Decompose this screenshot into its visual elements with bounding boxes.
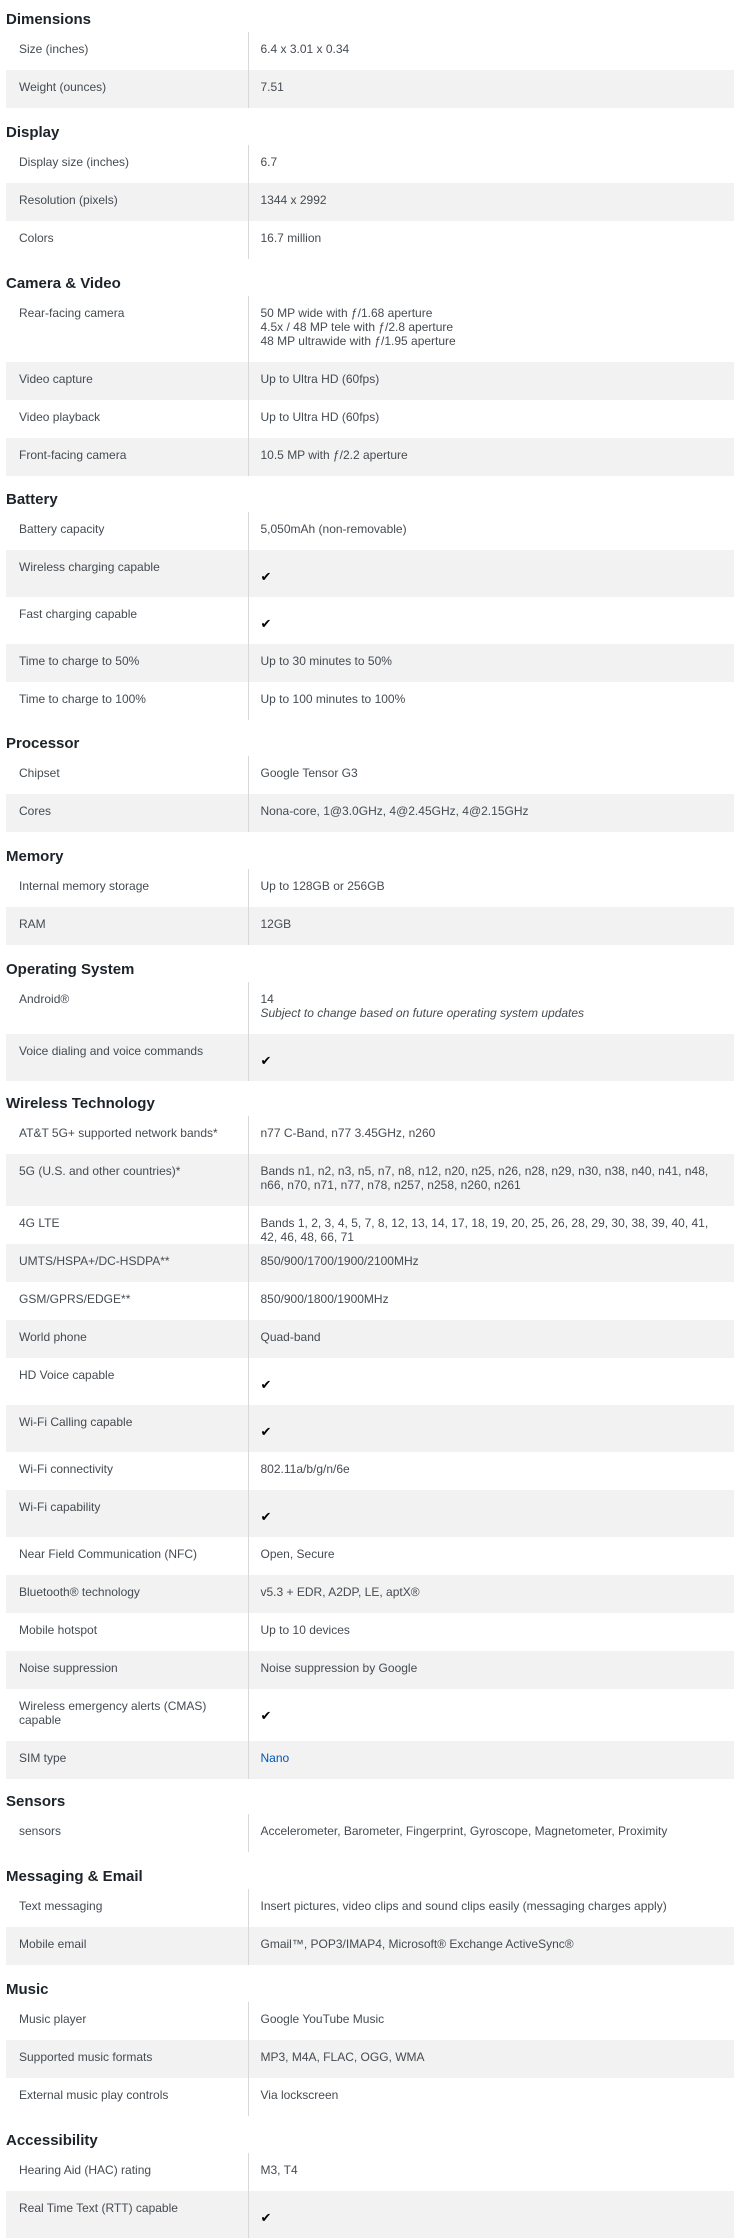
spec-value: Via lockscreen (248, 2078, 734, 2116)
spec-value: Gmail™, POP3/IMAP4, Microsoft® Exchange ActiveSync® (248, 1927, 734, 1965)
spec-row (6, 1452, 734, 1490)
section-title: Battery (6, 490, 58, 508)
spec-row (6, 794, 734, 832)
spec-label: Noise suppression (6, 1651, 248, 1689)
checkmark-icon: ✔ (260, 1509, 272, 1524)
spec-label: Bluetooth® technology (6, 1575, 248, 1613)
spec-label: Text messaging (19, 1899, 103, 1913)
spec-value: Up to 10 devices (248, 1613, 734, 1651)
checkmark-icon: ✔ (260, 2210, 272, 2225)
spec-row (6, 145, 734, 183)
spec-row (6, 1116, 734, 1154)
sim-type-link[interactable]: Nano (260, 1751, 290, 1765)
spec-section (6, 959, 734, 1081)
spec-value: Quad-band (248, 1320, 734, 1358)
checkmark-icon: ✔ (260, 1424, 272, 1439)
checkmark-icon: ✔ (260, 1053, 272, 1068)
spec-value (248, 982, 734, 1034)
spec-label: 4G LTE (19, 1216, 60, 1230)
spec-value: 802.11a/b/g/n/6e (248, 1452, 734, 1490)
spec-value-line: 48 MP ultrawide with ƒ/1.95 aperture (260, 334, 456, 348)
spec-row (6, 597, 734, 644)
section-title: Processor (6, 734, 80, 752)
spec-label: HD Voice capable (19, 1368, 115, 1382)
spec-value: 5,050mAh (non-removable) (248, 512, 734, 550)
spec-label: World phone (6, 1320, 248, 1358)
section-title: Camera & Video (6, 274, 121, 292)
spec-label: Time to charge to 100% (19, 692, 146, 706)
spec-table (6, 1889, 734, 1965)
spec-row (6, 1537, 734, 1575)
spec-section (6, 846, 734, 945)
spec-value: Bands n1, n2, n3, n5, n7, n8, n12, n20, n25, n26, n28, n29, n30, n38, n40, n41, n48, n66, n70, n71, n77, n78, n257, n258, n260, n261 (248, 1154, 734, 1206)
spec-label: AT&T 5G+ supported network bands* (19, 1126, 218, 1140)
spec-row (6, 907, 734, 945)
spec-label: Mobile email (6, 1927, 248, 1965)
checkmark-icon: ✔ (260, 616, 272, 631)
spec-row (6, 32, 734, 70)
spec-value: 12GB (248, 907, 734, 945)
spec-row (6, 2040, 734, 2078)
spec-label: GSM/GPRS/EDGE** (19, 1292, 131, 1306)
spec-value (248, 1358, 734, 1405)
spec-row (6, 1889, 734, 1927)
spec-label: Cores (6, 794, 248, 832)
spec-value: 1344 x 2992 (248, 183, 734, 221)
spec-label: RAM (6, 907, 248, 945)
spec-section (6, 1791, 734, 1852)
spec-value: 850/900/1800/1900MHz (248, 1282, 734, 1320)
specs-page (0, 9, 738, 2238)
spec-value: 16.7 million (248, 221, 734, 259)
spec-section (6, 1093, 734, 1779)
spec-row (6, 1689, 734, 1741)
spec-label: Weight (ounces) (6, 70, 248, 108)
spec-label: SIM type (6, 1741, 248, 1779)
spec-table (6, 1116, 734, 1779)
spec-label: Real Time Text (RTT) capable (6, 2191, 248, 2238)
spec-label: Wi-Fi Calling capable (6, 1405, 248, 1452)
spec-row (6, 1206, 734, 1244)
spec-value: 6.7 (248, 145, 734, 183)
spec-label: Wi-Fi capability (6, 1490, 248, 1537)
section-title: Accessibility (6, 2131, 98, 2149)
spec-table (6, 296, 734, 476)
spec-label: Music player (19, 2012, 87, 2026)
section-title: Display (6, 123, 60, 141)
spec-row (6, 1927, 734, 1965)
spec-row (6, 2191, 734, 2238)
spec-value (248, 1741, 734, 1779)
spec-row (6, 682, 734, 720)
spec-value: Accelerometer, Barometer, Fingerprint, Gyroscope, Magnetometer, Proximity (248, 1814, 734, 1852)
spec-label: Front-facing camera (6, 438, 248, 476)
spec-row (6, 2078, 734, 2116)
spec-table (6, 2153, 734, 2238)
spec-label: Near Field Communication (NFC) (19, 1547, 198, 1561)
spec-label: Wi-Fi connectivity (19, 1462, 114, 1476)
spec-row (6, 644, 734, 682)
spec-row (6, 1575, 734, 1613)
spec-value-line: 4.5x / 48 MP tele with ƒ/2.8 aperture (260, 320, 454, 334)
spec-label: Fast charging capable (19, 607, 138, 621)
spec-value: Up to Ultra HD (60fps) (248, 362, 734, 400)
spec-label: UMTS/HSPA+/DC-HSDPA** (6, 1244, 248, 1282)
spec-table (6, 869, 734, 945)
spec-label: Hearing Aid (HAC) rating (19, 2163, 152, 2177)
spec-label: Rear-facing camera (19, 306, 125, 320)
spec-row (6, 1613, 734, 1651)
section-title: Dimensions (6, 10, 92, 28)
spec-value: Noise suppression by Google (248, 1651, 734, 1689)
spec-value: Insert pictures, video clips and sound clips easily (messaging charges apply) (248, 1889, 734, 1927)
spec-label: Size (inches) (19, 42, 89, 56)
spec-table (6, 1814, 734, 1852)
spec-row (6, 512, 734, 550)
section-title: Memory (6, 847, 64, 865)
spec-label: Android® (19, 992, 70, 1006)
spec-label: Internal memory storage (19, 879, 150, 893)
spec-value (248, 1490, 734, 1537)
checkmark-icon: ✔ (260, 1377, 272, 1392)
spec-row (6, 756, 734, 794)
spec-row (6, 1154, 734, 1206)
spec-table (6, 756, 734, 832)
spec-table (6, 982, 734, 1081)
spec-value: 7.51 (248, 70, 734, 108)
spec-row (6, 2002, 734, 2040)
spec-value: 850/900/1700/1900/2100MHz (248, 1244, 734, 1282)
spec-label: Supported music formats (6, 2040, 248, 2078)
spec-value (248, 550, 734, 597)
spec-label: Time to charge to 50% (6, 644, 248, 682)
spec-value (248, 2191, 734, 2238)
spec-row (6, 1814, 734, 1852)
spec-section (6, 1866, 734, 1965)
spec-row (6, 1244, 734, 1282)
section-title: Wireless Technology (6, 1094, 155, 1112)
spec-value: Google Tensor G3 (248, 756, 734, 794)
spec-row (6, 1651, 734, 1689)
spec-value (248, 1689, 734, 1741)
checkmark-icon: ✔ (260, 569, 272, 584)
spec-row (6, 296, 734, 362)
spec-row (6, 1282, 734, 1320)
spec-value: Bands 1, 2, 3, 4, 5, 7, 8, 12, 13, 14, 17, 18, 19, 20, 25, 26, 28, 29, 30, 38, 39, 40, 41, 42, 46, 48, 66, 71 (248, 1206, 734, 1244)
spec-section (6, 2130, 734, 2238)
spec-table (6, 2002, 734, 2116)
spec-row (6, 1405, 734, 1452)
spec-label: Battery capacity (19, 522, 105, 536)
spec-table (6, 145, 734, 259)
spec-label: Voice dialing and voice commands (6, 1034, 248, 1081)
spec-value: Nona-core, 1@3.0GHz, 4@2.45GHz, 4@2.15GHz (248, 794, 734, 832)
spec-value: Up to 30 minutes to 50% (248, 644, 734, 682)
spec-value: Up to Ultra HD (60fps) (248, 400, 734, 438)
spec-section (6, 273, 734, 476)
spec-label: Wireless emergency alerts (CMAS) capable (19, 1699, 207, 1727)
spec-value: M3, T4 (248, 2153, 734, 2191)
spec-value: 10.5 MP with ƒ/2.2 aperture (248, 438, 734, 476)
spec-row (6, 2153, 734, 2191)
spec-row (6, 400, 734, 438)
spec-row (6, 438, 734, 476)
spec-row (6, 1358, 734, 1405)
spec-label: External music play controls (19, 2088, 169, 2102)
spec-row (6, 362, 734, 400)
spec-section (6, 1979, 734, 2116)
spec-value-line: 50 MP wide with ƒ/1.68 aperture (260, 306, 433, 320)
spec-value (248, 1405, 734, 1452)
spec-row (6, 1320, 734, 1358)
spec-row (6, 70, 734, 108)
spec-value-note: Subject to change based on future operating system updates (260, 1006, 585, 1020)
spec-section (6, 9, 734, 108)
spec-row (6, 221, 734, 259)
spec-label: 5G (U.S. and other countries)* (6, 1154, 248, 1206)
section-title: Messaging & Email (6, 1867, 143, 1885)
spec-value: Google YouTube Music (248, 2002, 734, 2040)
spec-row (6, 1034, 734, 1081)
spec-row (6, 1741, 734, 1779)
spec-value: Up to 128GB or 256GB (248, 869, 734, 907)
spec-section (6, 489, 734, 720)
spec-label: Video capture (6, 362, 248, 400)
section-title: Sensors (6, 1792, 66, 1810)
spec-table (6, 512, 734, 720)
spec-label: Display size (inches) (19, 155, 130, 169)
spec-label: Wireless charging capable (6, 550, 248, 597)
section-title: Operating System (6, 960, 135, 978)
spec-value (248, 1034, 734, 1081)
spec-value (248, 597, 734, 644)
spec-row (6, 1490, 734, 1537)
spec-row (6, 869, 734, 907)
spec-value: n77 C-Band, n77 3.45GHz, n260 (248, 1116, 734, 1154)
spec-value: MP3, M4A, FLAC, OGG, WMA (248, 2040, 734, 2078)
spec-table (6, 32, 734, 108)
spec-label: Resolution (pixels) (6, 183, 248, 221)
spec-label: Chipset (19, 766, 60, 780)
spec-value (248, 296, 734, 362)
spec-label: sensors (19, 1824, 62, 1838)
spec-row (6, 982, 734, 1034)
spec-row (6, 550, 734, 597)
spec-section (6, 733, 734, 832)
spec-section (6, 122, 734, 259)
spec-value: v5.3 + EDR, A2DP, LE, aptX® (248, 1575, 734, 1613)
spec-row (6, 183, 734, 221)
section-title: Music (6, 1980, 49, 1998)
spec-label: Mobile hotspot (19, 1623, 98, 1637)
checkmark-icon: ✔ (260, 1708, 272, 1723)
spec-label: Video playback (19, 410, 101, 424)
spec-value-line: 14 (260, 992, 274, 1006)
spec-value: Up to 100 minutes to 100% (248, 682, 734, 720)
spec-label: Colors (19, 231, 54, 245)
spec-value: 6.4 x 3.01 x 0.34 (248, 32, 734, 70)
spec-value: Open, Secure (248, 1537, 734, 1575)
